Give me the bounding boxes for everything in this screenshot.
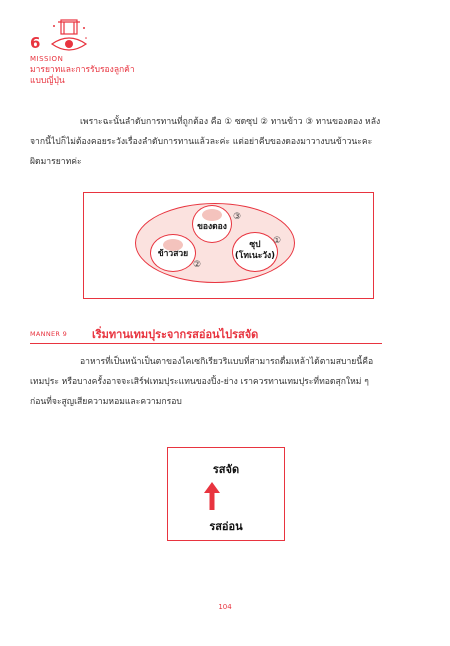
strong-flavor-label: รสจัด [212,463,240,476]
soup-bowl [232,232,278,272]
mission-number: 6 [30,34,41,52]
section-tag: MANNER 9 [30,330,68,338]
arrow-up-icon [204,482,220,510]
pickles-food [202,209,222,221]
rice-bowl [150,234,196,272]
rice-order-number: ② [193,260,202,270]
page-number: 104 [218,603,232,611]
paragraph-tempura: อาหารที่เป็นหน้าเป็นตาของไคเซกิเรียวริแบบที่สามารถดื่มเหล้าได้ตามสบายนี้คือ เทมปุระ หรือบางครั้งอาจจะเสิร์ฟเทมปุระแทนของปิ้ง-ย่าง เราควรทานเทมปุระที่ทอดสุกใหม่ ๆ ก่อนที่จะสูญเสียความหอมและความกรอบ [30,357,374,407]
japanese-gate-eye-icon [48,14,90,58]
light-flavor-label: รสอ่อน [209,520,243,533]
soup-label-line1: ซุป [249,240,261,250]
soup-order-number: ① [273,236,282,246]
section-underline [30,343,382,344]
mission-title: มารยาทและการรับรองลูกค้าแบบญี่ปุ่น [30,65,135,86]
paragraph-eating-order: เพราะฉะนั้นลำดับการทานที่ถูกต้อง คือ ① ซดซุป ② ทานข้าว ③ ทานของดอง หลังจากนี้ไปก็ไม่ต้องคอยระวังเรื่องลำดับการทานแล้วละค่ะ แต่อย่าคีบของดองมาวางบนข้าวนะคะ ผิดมารยาทค่ะ [30,117,381,167]
pickles-order-number: ③ [233,212,242,222]
soup-label-line2: (โทเนะวัง) [234,251,276,261]
mission-label: MISSION [30,55,64,63]
pickles-bowl [192,205,232,243]
pickles-label: ของดอง [197,222,227,232]
section-title: เริ่มทานเทมปุระจากรสอ่อนไปรสจัด [92,328,259,341]
rice-label: ข้าวสวย [157,249,189,259]
